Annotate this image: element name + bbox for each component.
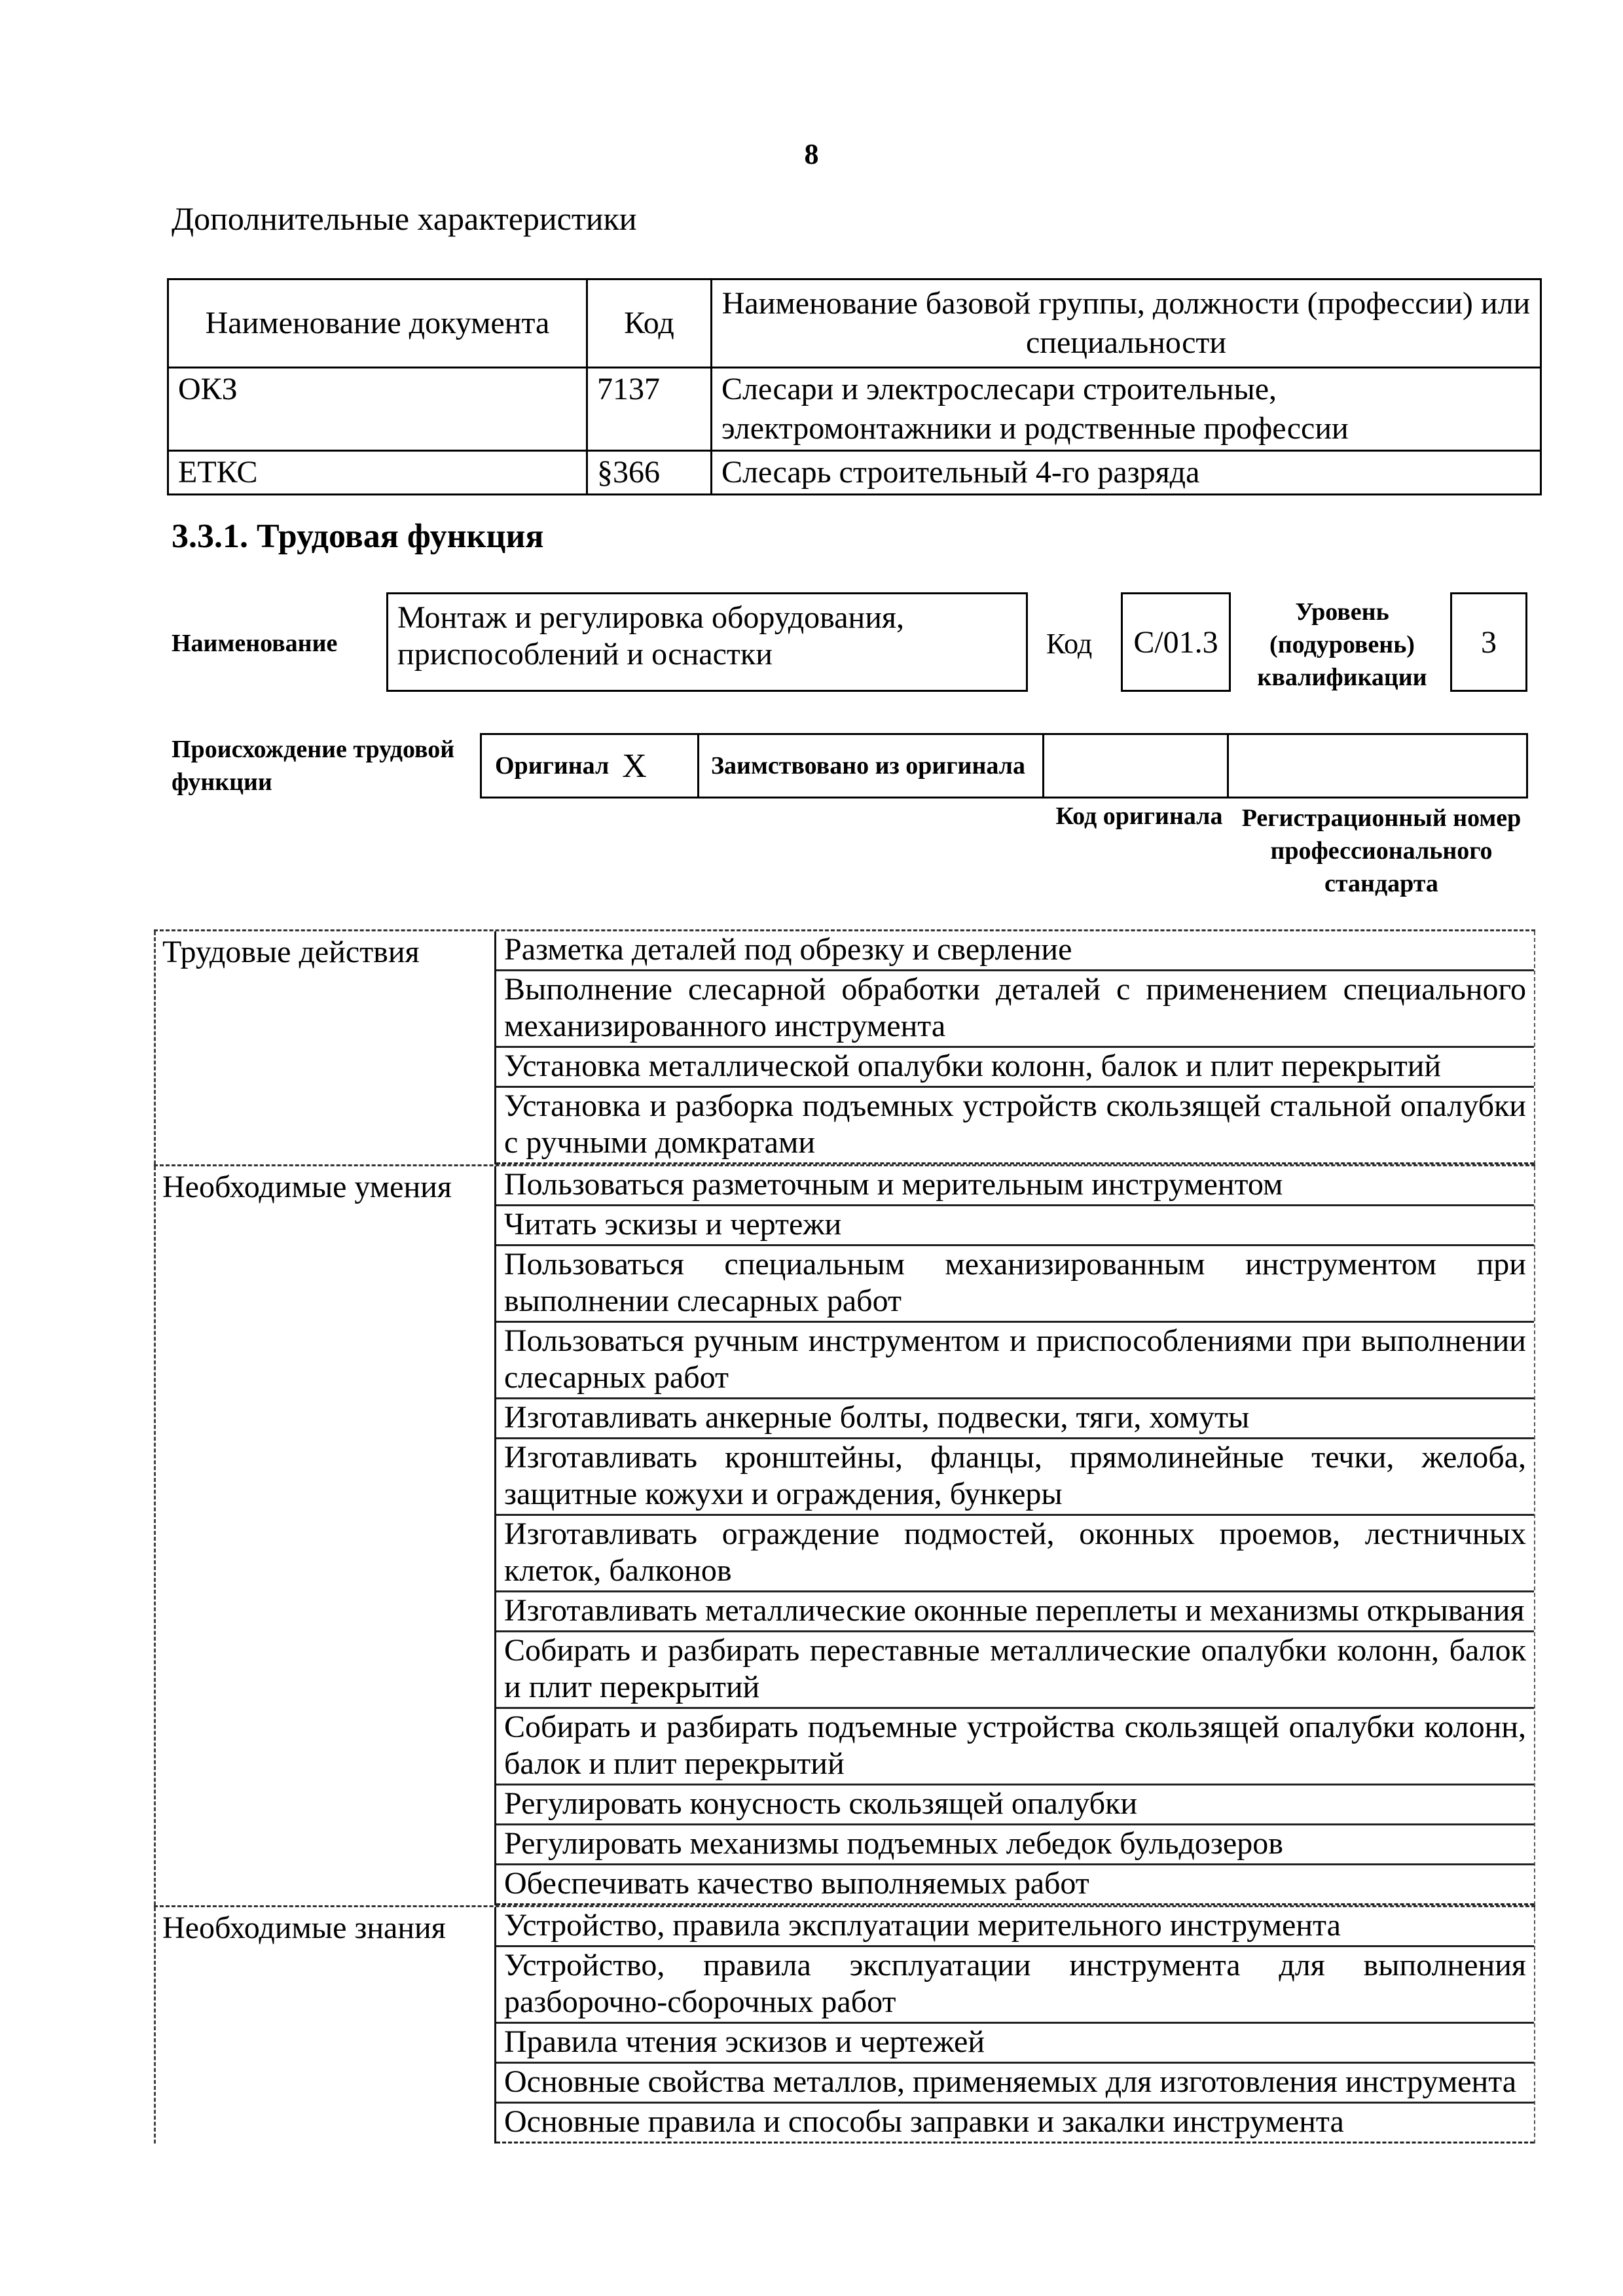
cell-doc: ЕТКС <box>168 451 587 495</box>
level-label: Уровень (подуровень) квалификации <box>1257 598 1427 691</box>
table-row: Устройство, правила эксплуатации инструмента для выполнения разборочно-сборочных работ <box>496 1947 1534 2024</box>
table-header-row <box>168 279 1541 368</box>
cell-doc: ОКЗ <box>168 368 587 451</box>
function-group <box>154 929 1535 1164</box>
group-label: Трудовые действия <box>154 931 494 1164</box>
function-group <box>154 1164 1535 1905</box>
table-row: Основные свойства металлов, применяемых для изготовления инструмента <box>496 2064 1534 2104</box>
table-row: Изготавливать металлические оконные переплеты и механизмы открывания <box>496 1592 1534 1632</box>
table-row: Пользоваться разметочным и мерительным инструментом <box>496 1166 1534 1206</box>
table-row: Читать эскизы и чертежи <box>496 1206 1534 1246</box>
cell-code: 7137 <box>587 368 712 451</box>
origin-original-box <box>480 733 699 798</box>
header-doc: Наименование документа <box>168 279 587 368</box>
origin-borrowed-box: Заимствовано из оригинала <box>697 733 1044 798</box>
additional-characteristics-title: Дополнительные характеристики <box>172 200 637 237</box>
table-row: Собирать и разбирать переставные металлические опалубки колонн, балок и плит перекрытий <box>496 1632 1534 1709</box>
function-details-table <box>154 929 1535 2144</box>
header-code: Код <box>587 279 712 368</box>
code-label: Код <box>1046 628 1093 660</box>
additional-characteristics-table <box>167 278 1542 495</box>
table-row: Обеспечивать качество выполняемых работ <box>496 1865 1534 1905</box>
page-number: 8 <box>804 138 819 170</box>
cell-name: Слесарь строительный 4-го разряда <box>712 451 1541 495</box>
table-row: Изготавливать анкерные болты, подвески, тяги, хомуты <box>496 1399 1534 1439</box>
origin-mark: X <box>622 747 647 785</box>
table-row: Разметка деталей под обрезку и сверление <box>496 931 1534 971</box>
origin-label <box>172 733 473 798</box>
name-label: Наименование <box>172 630 338 657</box>
level-value-box: 3 <box>1450 592 1527 692</box>
table-row: Собирать и разбирать подъемные устройства скользящей опалубки колонн, балок и плит перекрытий <box>496 1709 1534 1785</box>
function-name-box: Монтаж и регулировка оборудования, приспособлений и оснастки <box>386 592 1028 692</box>
table-row: Правила чтения эскизов и чертежей <box>496 2024 1534 2064</box>
cell-name: Слесари и электрослесари строительные, электромонтажники и родственные профессии <box>712 368 1541 451</box>
registration-number-label: Регистрационный номер профессионального стандарта <box>1241 804 1522 897</box>
group-rows <box>494 931 1535 1164</box>
table-row <box>168 368 1541 451</box>
table-row: Установка металлической опалубки колонн, балок и плит перекрытий <box>496 1048 1534 1088</box>
original-code-label: Код оригинала <box>1055 802 1223 830</box>
group-label: Необходимые знания <box>154 1907 494 2144</box>
section-title: 3.3.1. Трудовая функция <box>172 518 544 555</box>
group-label: Необходимые умения <box>154 1166 494 1905</box>
origin-original-label: Оригинал <box>495 752 610 780</box>
group-rows <box>494 1166 1535 1905</box>
table-row: Пользоваться ручным инструментом и приспособлениями при выполнении слесарных работ <box>496 1323 1534 1399</box>
table-row: Установка и разборка подъемных устройств скользящей стальной опалубки с ручными домкратами <box>496 1088 1534 1164</box>
registration-number-box <box>1227 733 1528 798</box>
table-row: Регулировать механизмы подъемных лебедок бульдозеров <box>496 1825 1534 1865</box>
table-row: Изготавливать кронштейны, фланцы, прямолинейные течки, желоба, защитные кожухи и ограждения, бункеры <box>496 1439 1534 1516</box>
table-row <box>168 451 1541 495</box>
function-code-box: C/01.3 <box>1121 592 1231 692</box>
group-rows <box>494 1907 1535 2144</box>
header-name: Наименование базовой группы, должности (профессии) или специальности <box>712 279 1541 368</box>
table-row: Основные правила и способы заправки и закалки инструмента <box>496 2104 1534 2144</box>
cell-code: §366 <box>587 451 712 495</box>
table-row: Устройство, правила эксплуатации мерительного инструмента <box>496 1907 1534 1947</box>
origin-label-text: Происхождение трудовой функции <box>172 736 455 796</box>
function-group <box>154 1905 1535 2144</box>
original-code-box <box>1042 733 1229 798</box>
table-row: Изготавливать ограждение подмостей, оконных проемов, лестничных клеток, балконов <box>496 1516 1534 1592</box>
table-row: Пользоваться специальным механизированным инструментом при выполнении слесарных работ <box>496 1246 1534 1323</box>
table-row: Регулировать конусность скользящей опалубки <box>496 1785 1534 1825</box>
table-row: Выполнение слесарной обработки деталей с применением специального механизированного инструмента <box>496 971 1534 1048</box>
